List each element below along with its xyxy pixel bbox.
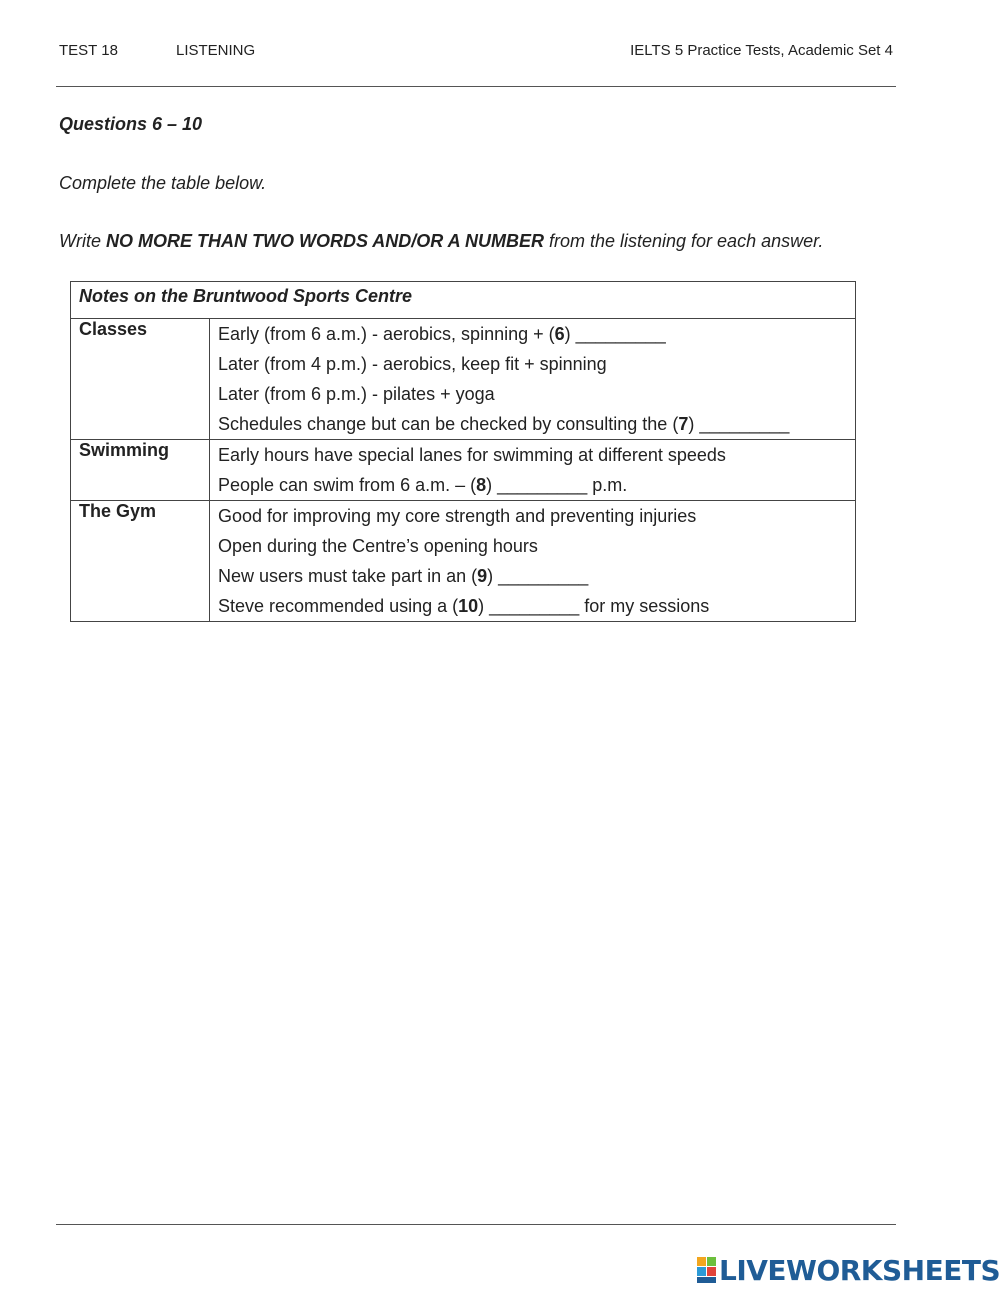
header-divider xyxy=(56,86,896,87)
line-text: Later (from 4 p.m.) - aerobics, keep fit + spinning xyxy=(218,354,607,374)
note-line xyxy=(218,561,847,591)
instruction-word-limit xyxy=(59,231,823,252)
line-text: Schedules change but can be checked by consulting the ( xyxy=(218,414,679,434)
question-number: 6 xyxy=(554,324,565,344)
instruction-pre: Write xyxy=(59,231,106,251)
row-label: Classes xyxy=(71,319,210,440)
row-label: Swimming xyxy=(71,440,210,501)
line-text: Open during the Centre’s opening hours xyxy=(218,536,538,556)
row-content xyxy=(210,501,856,622)
table-caption: Notes on the Bruntwood Sports Centre xyxy=(71,282,856,319)
instruction-bold: NO MORE THAN TWO WORDS AND/OR A NUMBER xyxy=(106,231,544,251)
liveworksheets-logo-icon xyxy=(697,1257,716,1283)
footer-divider xyxy=(56,1224,896,1225)
line-text: Later (from 6 p.m.) - pilates + yoga xyxy=(218,384,495,404)
header-section: LISTENING xyxy=(176,42,256,59)
question-number: 9 xyxy=(477,566,488,586)
note-line xyxy=(218,470,847,500)
note-line xyxy=(218,319,847,349)
row-content xyxy=(210,440,856,501)
line-text: Early (from 6 a.m.) - aerobics, spinning + ( xyxy=(218,324,555,344)
instruction-complete-table: Complete the table below. xyxy=(59,173,267,193)
liveworksheets-logo-text: LIVEWORKSHEETS xyxy=(719,1253,1000,1287)
row-label: The Gym xyxy=(71,501,210,622)
note-line xyxy=(218,501,847,531)
question-number: 7 xyxy=(678,414,689,434)
question-number: 10 xyxy=(458,596,479,616)
table-row-classes xyxy=(71,319,856,440)
header-book-title: IELTS 5 Practice Tests, Academic Set 4 xyxy=(630,42,893,59)
table-row-gym xyxy=(71,501,856,622)
liveworksheets-logo[interactable] xyxy=(697,1255,1000,1285)
answer-blank[interactable]: ) _________ xyxy=(487,566,589,586)
question-number: 8 xyxy=(476,475,487,495)
note-line xyxy=(218,591,847,621)
note-line xyxy=(218,440,847,470)
row-content xyxy=(210,319,856,440)
questions-title: Questions 6 – 10 xyxy=(59,114,203,134)
answer-blank[interactable]: ) _________ xyxy=(688,414,790,434)
answer-blank[interactable]: ) _________ for my sessions xyxy=(478,596,710,616)
line-text: Steve recommended using a ( xyxy=(218,596,459,616)
line-text: People can swim from 6 a.m. – ( xyxy=(218,475,477,495)
answer-blank[interactable]: ) _________ p.m. xyxy=(486,475,628,495)
line-text: Good for improving my core strength and preventing injuries xyxy=(218,506,697,526)
note-line xyxy=(218,349,847,379)
note-line xyxy=(218,531,847,561)
note-line xyxy=(218,409,847,439)
notes-table xyxy=(70,281,856,622)
answer-blank[interactable]: ) _________ xyxy=(564,324,666,344)
note-line xyxy=(218,379,847,409)
table-row-swimming xyxy=(71,440,856,501)
instruction-post: from the listening for each answer. xyxy=(543,231,824,251)
line-text: Early hours have special lanes for swimming at different speeds xyxy=(218,445,726,465)
line-text: New users must take part in an ( xyxy=(218,566,478,586)
header-test-number: TEST 18 xyxy=(59,42,118,59)
